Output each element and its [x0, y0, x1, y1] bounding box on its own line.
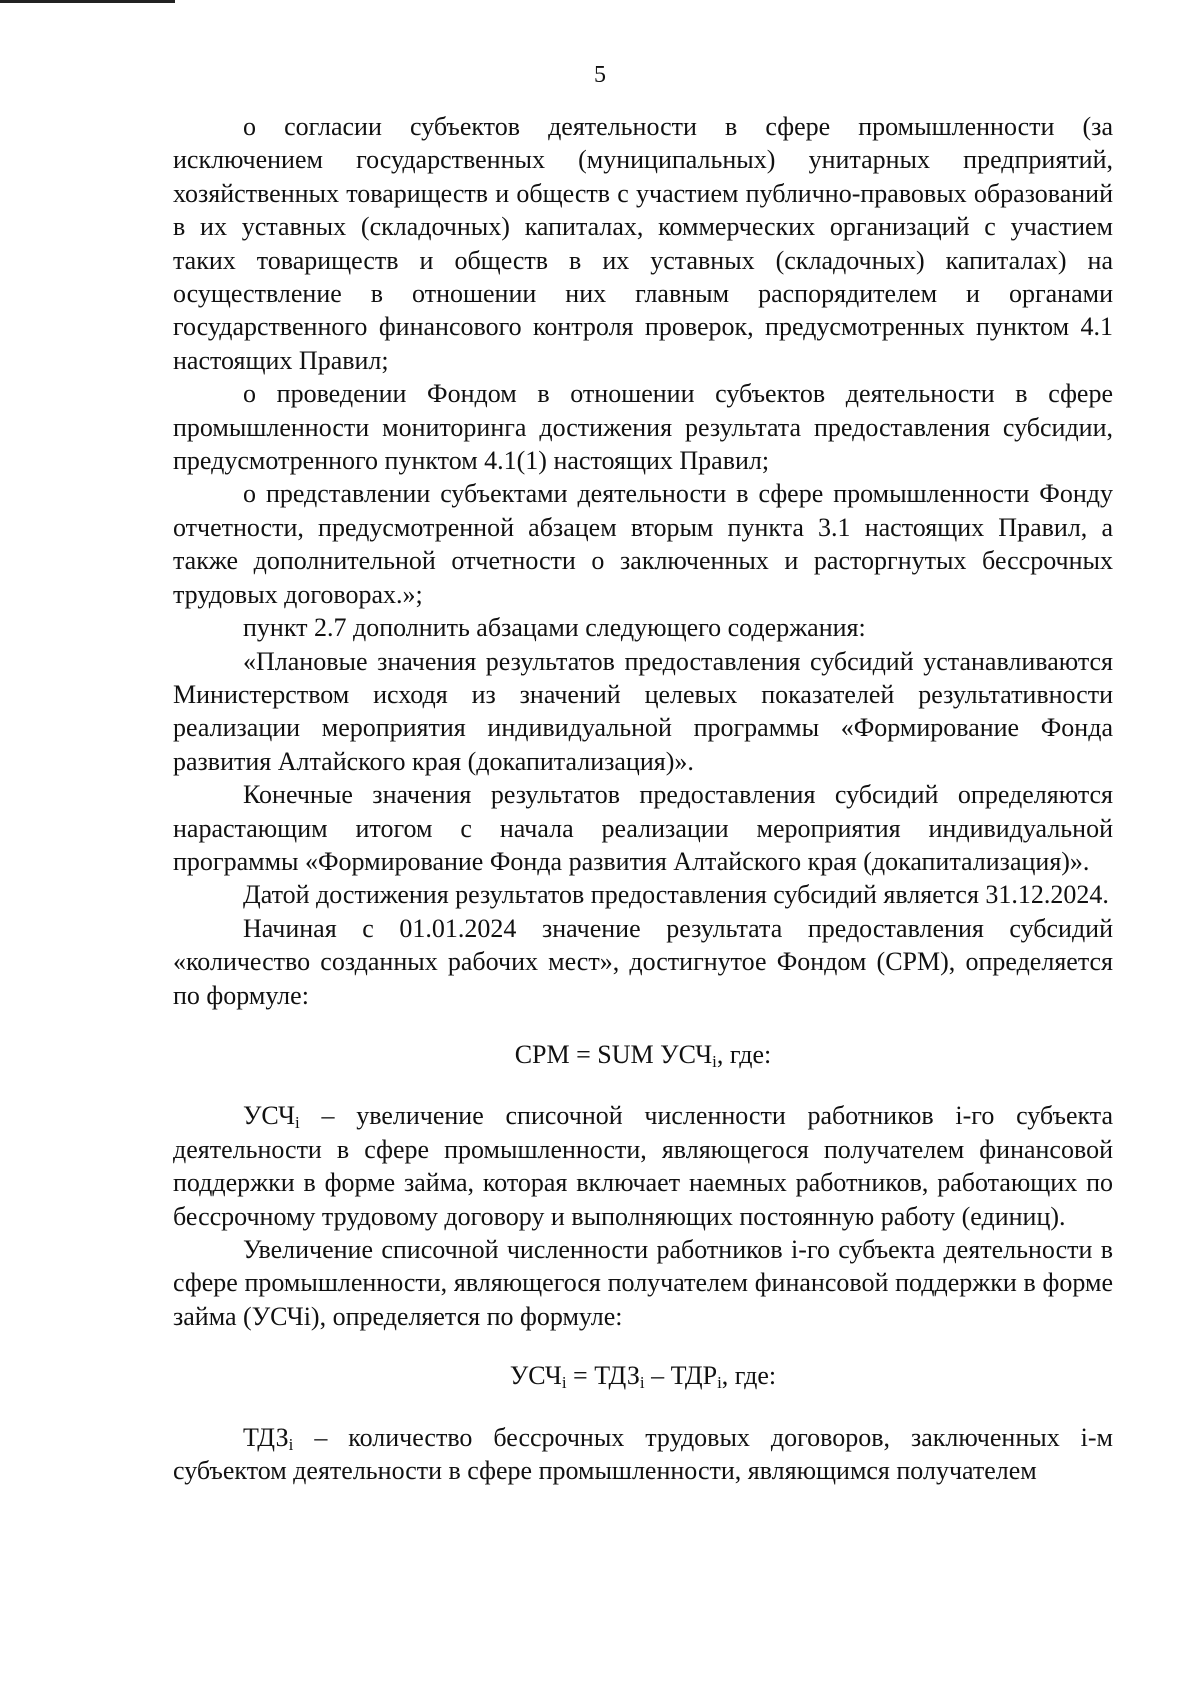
paragraph-planned-values: «Плановые значения результатов предоставления субсидий устанавливаются Министерством исходя из значений целевых показателей результативности реализации мероприятия индивидуальной программы «Формирование Фонда развития Алтайского края (докапитализация)».: [173, 646, 1113, 776]
paragraph-usch-text: – увеличение списочной численности работников i-го субъекта деятельности в сфере промышленности, являющегося получателем финансовой поддержки в форме займа, которая включает наемных работников, работающих по бессрочному трудовому договору и выполняющих постоянную работу (единиц).: [173, 1101, 1113, 1231]
formula-usch-tail: , где:: [721, 1361, 777, 1391]
formula-srm-subscript: i: [712, 1051, 717, 1071]
paragraph-amend-clause-2-7: пункт 2.7 дополнить абзацами следующего содержания:: [243, 613, 866, 643]
formula-usch-a: УСЧ: [509, 1361, 562, 1391]
page-number: 5: [594, 62, 606, 88]
formula-srm-left: СРМ = SUM УСЧ: [514, 1039, 713, 1069]
document-body: [173, 110, 1113, 1487]
paragraph-usch-definition: [173, 1099, 1113, 1233]
formula-srm: [173, 1038, 1113, 1071]
paragraph-reporting: о представлении субъектами деятельности в сфере промышленности Фонду отчетности, предусмотренной абзацем вторым пункта 3.1 настоящих Правил, а также дополнительной отчетности о заключенных и расторгнутых бессрочных трудовых договорах.»;: [173, 479, 1113, 609]
paragraph-monitoring: о проведении Фондом в отношении субъектов деятельности в сфере промышленности мониторинга достижения результата предоставления субсидии, предусмотренного пунктом 4.1(1) настоящих Правил;: [173, 379, 1113, 476]
paragraph-consent-inspections: о согласии субъектов деятельности в сфере промышленности (за исключением государственных (муниципальных) унитарных предприятий, хозяйственных товариществ и обществ с участием публично-правовых образований в их уставных (складочных) капиталах, коммерческих организаций с участием таких товариществ и обществ в их уставных (складочных) капиталах) на осуществление в отношении них главным распорядителем и органами государственного финансового контроля проверок, предусмотренных пунктом 4.1 настоящих Правил;: [173, 112, 1113, 375]
formula-usch: [173, 1359, 1113, 1392]
formula-usch-a-subscript: i: [561, 1373, 567, 1393]
scan-edge-mark: [0, 0, 175, 3]
term-tdz-subscript: i: [288, 1434, 294, 1454]
term-tdz: ТДЗ: [243, 1422, 289, 1452]
paragraph-usch-formula-intro: Увеличение списочной численности работников i-го субъекта деятельности в сфере промышленности, являющегося получателем финансовой поддержки в форме займа (УСЧi), определяется по формуле:: [173, 1235, 1113, 1331]
term-usch: УСЧ: [243, 1101, 295, 1131]
paragraph-srm-definition: Начиная с 01.01.2024 значение результата предоставления субсидий «количество созданных рабочих мест», достигнутое Фондом (СРМ), определяется по формуле:: [173, 913, 1113, 1010]
formula-usch-b-subscript: i: [639, 1373, 645, 1393]
paragraph-final-values: Конечные значения результатов предоставления субсидий определяются нарастающим итогом с начала реализации мероприятия индивидуальной программы «Формирование Фонда развития Алтайского края (докапитализация)».: [173, 780, 1113, 876]
formula-usch-b: = ТДЗ: [566, 1361, 640, 1391]
paragraph-tdz-definition: [173, 1421, 1113, 1488]
formula-usch-c: – ТДР: [644, 1361, 718, 1391]
paragraph-tdz-text: – количество бессрочных трудовых договоров, заключенных i-м субъектом деятельности в сфере промышленности, являющимся получателем: [173, 1422, 1113, 1486]
formula-srm-tail: , где:: [716, 1039, 772, 1069]
paragraph-achievement-date: Датой достижения результатов предоставления субсидий является 31.12.2024.: [243, 880, 1109, 910]
formula-usch-c-subscript: i: [717, 1373, 722, 1393]
term-usch-subscript: i: [295, 1113, 300, 1133]
